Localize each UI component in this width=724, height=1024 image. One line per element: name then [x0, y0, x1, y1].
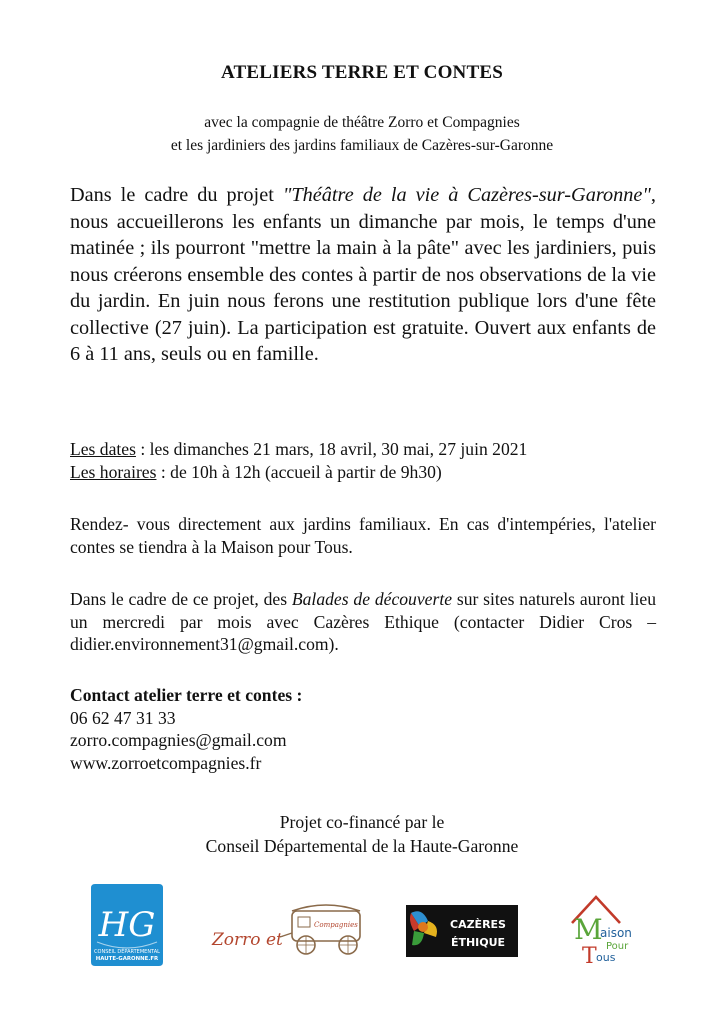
intro-text-start: Dans le cadre du projet [70, 184, 283, 206]
hours-label: Les horaires [70, 461, 157, 482]
hours-line [70, 461, 656, 484]
funding-line-1: Projet co-financé par le [279, 812, 445, 832]
intro-paragraph [70, 182, 656, 368]
balades-name: Balades de découverte [291, 589, 453, 609]
dates-label: Les dates [70, 439, 136, 459]
hg-line-2: HAUTE-GARONNE.FR [95, 956, 159, 962]
maison-letter-t: T [582, 944, 597, 967]
maison-pour: Pour [606, 941, 629, 952]
zorro-script: Zorro et [212, 930, 283, 950]
subtitle-line-2: et les jardiniers des jardins familiaux de Cazères-sur-Garonne [170, 137, 554, 154]
rendezvous-paragraph: Rendez- vous directement aux jardins familiaux. En cas d'intempéries, l'atelier contes se tiendra à la Maison pour Tous. [70, 514, 656, 557]
hg-mark: HG [98, 905, 156, 945]
maison-pour-tous-logo [566, 891, 652, 967]
hg-logo [91, 884, 163, 966]
project-name: "Théâtre de la vie à Cazères-sur-Garonne" [282, 184, 651, 206]
schedule-block [70, 438, 656, 483]
cazeres-line-1: CAZÈRES [450, 918, 506, 931]
balades-paragraph [70, 588, 656, 656]
maison-ous: ous [596, 951, 616, 964]
hg-line-1: CONSEIL DÉPARTEMENTAL [94, 949, 160, 955]
cazeres-ethique-logo [406, 905, 518, 957]
contact-block [70, 684, 656, 774]
funding-line-2: Conseil Départemental de la Haute-Garonne [205, 836, 519, 856]
subtitle-line-1: avec la compagnie de théâtre Zorro et Compagnies [204, 114, 520, 131]
contact-heading: Contact atelier terre et contes : [70, 685, 303, 705]
intro-text-rest: , nous accueillerons les enfants un dimanche par mois, le temps d'une matinée ; ils pourront "mettre la main à la pâte" avec les jardiniers, puis nous créerons ensemble des contes à partir de nos observations de la vie du jardin. En juin nous ferons une restitution publique lors d'une fête collective (27 juin). La participation est gratuite. Ouvert aux enfants de 6 à 11 ans, seuls ou en famille. [70, 184, 656, 365]
maison-letter-m: M [574, 913, 603, 946]
contact-website: www.zorroetcompagnies.fr [70, 752, 262, 773]
dates-value: : les dimanches 21 mars, 18 avril, 30 mai, 27 juin 2021 [135, 439, 528, 459]
contact-email: zorro.compagnies@gmail.com [70, 730, 287, 750]
balades-text-start: Dans le cadre de ce projet, des [70, 589, 292, 609]
page-title: ATELIERS TERRE ET CONTES [221, 62, 503, 83]
maison-aison: aison [600, 926, 632, 940]
hours-value: : de 10h à 12h (accueil à partir de 9h30) [156, 461, 442, 482]
balades-text-rest: sur sites naturels auront lieu un mercredi par mois avec Cazères Ethique (contacter Didier Cros – didier.environnement31@gmail.com). [70, 589, 656, 654]
zorro-caravan-text: Compagnies [314, 921, 358, 929]
dates-line [70, 438, 656, 461]
cazeres-line-2: ÉTHIQUE [450, 936, 506, 949]
contact-phone: 06 62 47 31 33 [70, 707, 176, 728]
zorro-logo [210, 897, 366, 961]
